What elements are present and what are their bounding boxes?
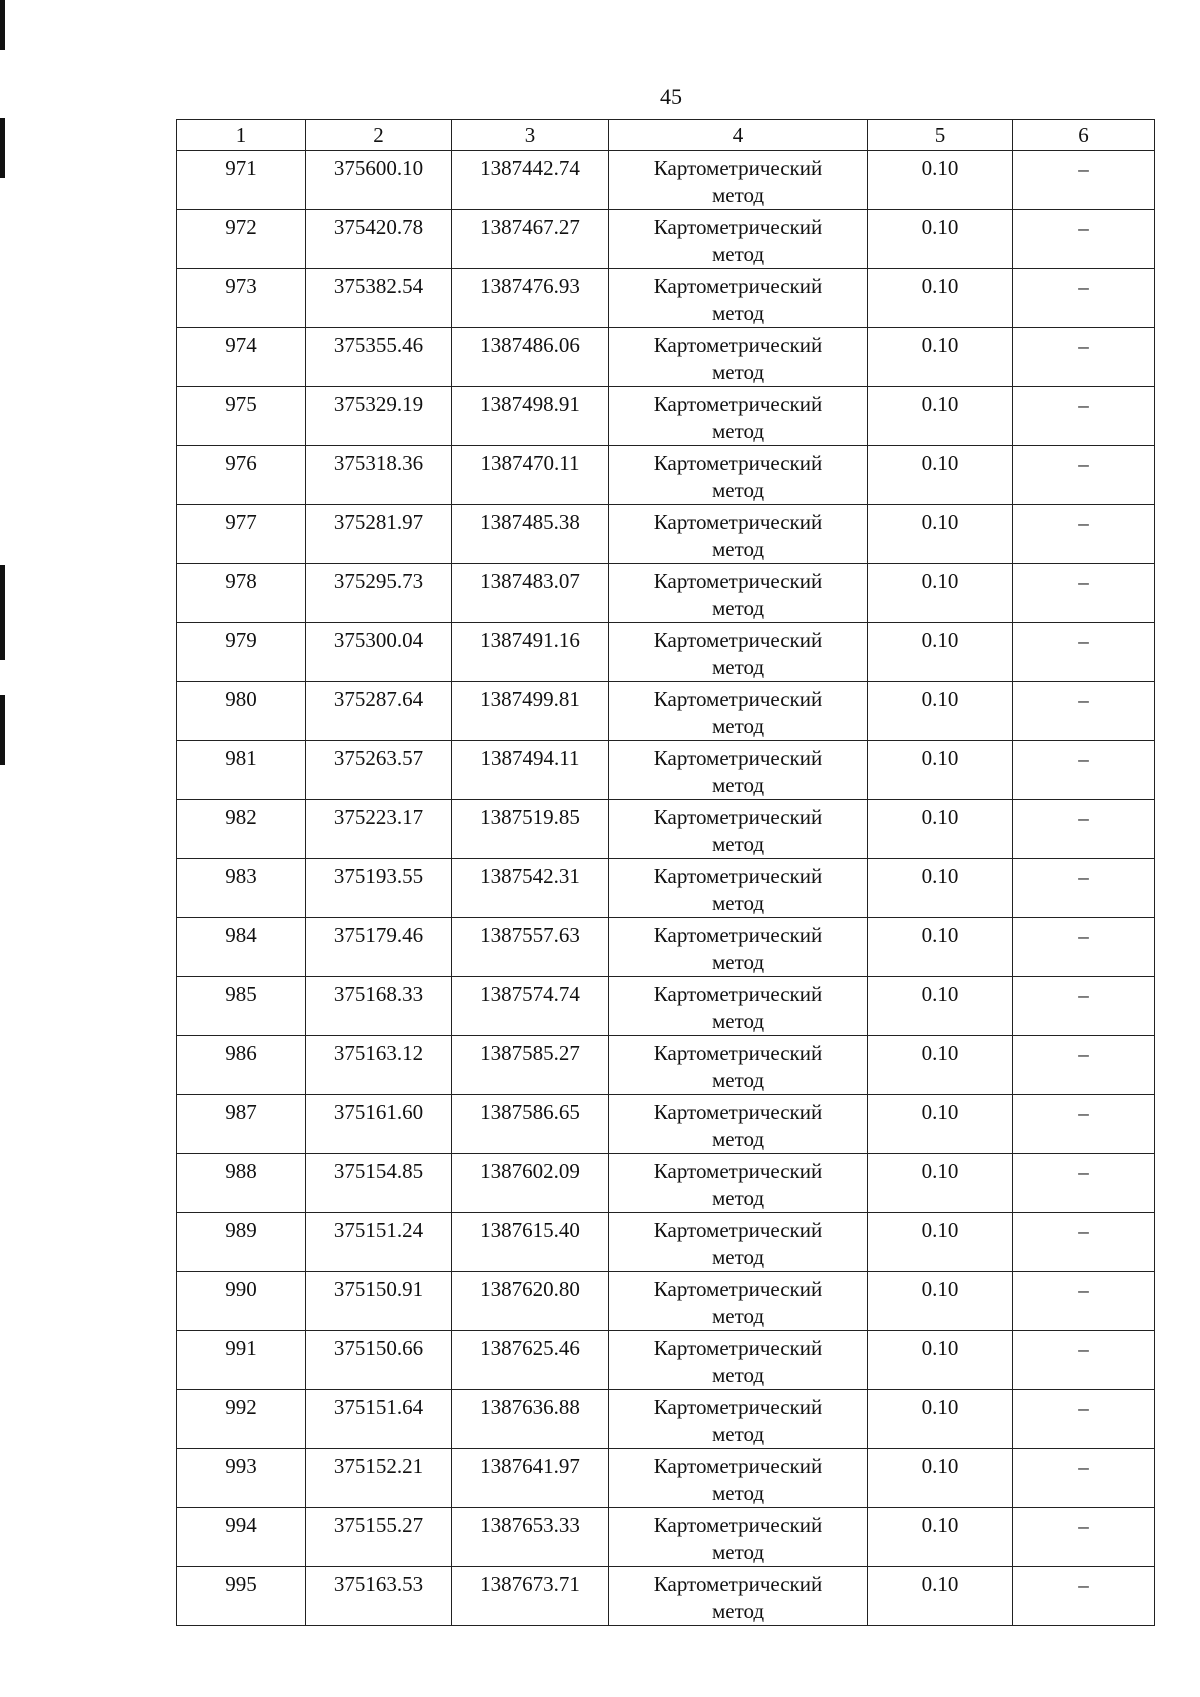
x-coordinate-cell: 375151.24 [306,1213,452,1272]
table-row [177,800,1155,859]
x-coordinate-cell: 375152.21 [306,1449,452,1508]
y-coordinate-cell: 1387494.11 [452,741,609,800]
method-cell [609,1095,868,1154]
method-line: Картометрический [653,451,823,475]
point-number-cell: 977 [177,505,306,564]
method-line: метод [711,478,765,502]
y-coordinate-cell: 1387602.09 [452,1154,609,1213]
table-row [177,151,1155,210]
method-line: Картометрический [653,274,823,298]
table-row [177,1272,1155,1331]
table-header-row [177,120,1155,151]
x-coordinate-cell: 375168.33 [306,977,452,1036]
point-number-cell: 995 [177,1567,306,1626]
accuracy-cell: 0.10 [868,387,1013,446]
column-header: 6 [1013,120,1155,151]
table-row [177,505,1155,564]
note-cell [1013,741,1155,800]
x-coordinate-cell: 375155.27 [306,1508,452,1567]
accuracy-cell: 0.10 [868,1154,1013,1213]
scan-edge-mark [0,695,5,765]
x-coordinate-cell: 375161.60 [306,1095,452,1154]
note-cell [1013,151,1155,210]
method-cell [609,210,868,269]
method-line: Картометрический [653,156,823,180]
x-coordinate-cell: 375179.46 [306,918,452,977]
note-cell [1013,1567,1155,1626]
y-coordinate-cell: 1387519.85 [452,800,609,859]
table-row [177,1567,1155,1626]
method-line: метод [711,1540,765,1564]
y-coordinate-cell: 1387557.63 [452,918,609,977]
x-coordinate-cell: 375151.64 [306,1390,452,1449]
table-row [177,1095,1155,1154]
x-coordinate-cell: 375154.85 [306,1154,452,1213]
method-line: метод [711,242,765,266]
page-number: 45 [660,84,682,109]
method-line: метод [711,891,765,915]
point-number-cell: 978 [177,564,306,623]
y-coordinate-cell: 1387625.46 [452,1331,609,1390]
note-value: – [1078,924,1089,948]
y-coordinate-cell: 1387542.31 [452,859,609,918]
note-value: – [1078,275,1089,299]
method-line: Картометрический [653,1572,823,1596]
method-line: метод [711,773,765,797]
method-cell [609,1272,868,1331]
method-line: метод [711,655,765,679]
note-cell [1013,1508,1155,1567]
accuracy-cell: 0.10 [868,1036,1013,1095]
scan-edge-mark [0,118,5,178]
accuracy-cell: 0.10 [868,1567,1013,1626]
method-line: Картометрический [653,1395,823,1419]
table-row [177,387,1155,446]
method-line: метод [711,950,765,974]
y-coordinate-cell: 1387636.88 [452,1390,609,1449]
method-line: Картометрический [653,1336,823,1360]
point-number-cell: 971 [177,151,306,210]
note-cell [1013,1213,1155,1272]
method-cell [609,1567,868,1626]
accuracy-cell: 0.10 [868,682,1013,741]
method-line: Картометрический [653,1454,823,1478]
x-coordinate-cell: 375193.55 [306,859,452,918]
method-cell [609,1508,868,1567]
x-coordinate-cell: 375150.66 [306,1331,452,1390]
method-line: метод [711,1599,765,1623]
y-coordinate-cell: 1387470.11 [452,446,609,505]
method-line: метод [711,419,765,443]
accuracy-cell: 0.10 [868,918,1013,977]
method-line: метод [711,1481,765,1505]
x-coordinate-cell: 375281.97 [306,505,452,564]
note-cell [1013,1390,1155,1449]
note-value: – [1078,983,1089,1007]
accuracy-cell: 0.10 [868,1095,1013,1154]
note-cell [1013,682,1155,741]
method-line: Картометрический [653,510,823,534]
accuracy-cell: 0.10 [868,977,1013,1036]
method-line: Картометрический [653,215,823,239]
point-number-cell: 976 [177,446,306,505]
table-row [177,623,1155,682]
method-line: метод [711,714,765,738]
point-number-cell: 973 [177,269,306,328]
point-number-cell: 986 [177,1036,306,1095]
method-cell [609,741,868,800]
note-value: – [1078,1042,1089,1066]
y-coordinate-cell: 1387491.16 [452,623,609,682]
point-number-cell: 982 [177,800,306,859]
method-cell [609,682,868,741]
point-number-cell: 990 [177,1272,306,1331]
method-cell [609,800,868,859]
y-coordinate-cell: 1387586.65 [452,1095,609,1154]
method-line: метод [711,1009,765,1033]
method-line: Картометрический [653,1159,823,1183]
point-number-cell: 979 [177,623,306,682]
accuracy-cell: 0.10 [868,328,1013,387]
accuracy-cell: 0.10 [868,1213,1013,1272]
method-line: метод [711,301,765,325]
x-coordinate-cell: 375355.46 [306,328,452,387]
method-line: метод [711,832,765,856]
method-line: Картометрический [653,864,823,888]
method-line: метод [711,1127,765,1151]
note-value: – [1078,511,1089,535]
y-coordinate-cell: 1387585.27 [452,1036,609,1095]
note-cell [1013,269,1155,328]
point-number-cell: 980 [177,682,306,741]
table-row [177,741,1155,800]
table-body [177,151,1155,1626]
column-header: 3 [452,120,609,151]
x-coordinate-cell: 375420.78 [306,210,452,269]
y-coordinate-cell: 1387499.81 [452,682,609,741]
note-cell [1013,1154,1155,1213]
table-row [177,1331,1155,1390]
accuracy-cell: 0.10 [868,1449,1013,1508]
y-coordinate-cell: 1387641.97 [452,1449,609,1508]
x-coordinate-cell: 375329.19 [306,387,452,446]
method-cell [609,446,868,505]
note-value: – [1078,1278,1089,1302]
note-cell [1013,210,1155,269]
y-coordinate-cell: 1387485.38 [452,505,609,564]
y-coordinate-cell: 1387442.74 [452,151,609,210]
method-cell [609,269,868,328]
method-line: Картометрический [653,1100,823,1124]
table-row [177,446,1155,505]
point-number-cell: 989 [177,1213,306,1272]
table-row [177,564,1155,623]
method-line: метод [711,1363,765,1387]
note-value: – [1078,157,1089,181]
point-number-cell: 975 [177,387,306,446]
accuracy-cell: 0.10 [868,1390,1013,1449]
note-value: – [1078,393,1089,417]
y-coordinate-cell: 1387486.06 [452,328,609,387]
method-line: метод [711,360,765,384]
method-line: метод [711,596,765,620]
accuracy-cell: 0.10 [868,1508,1013,1567]
method-line: метод [711,1245,765,1269]
note-value: – [1078,1573,1089,1597]
method-cell [609,328,868,387]
point-number-cell: 984 [177,918,306,977]
table-row [177,1390,1155,1449]
note-value: – [1078,806,1089,830]
note-cell [1013,505,1155,564]
method-cell [609,1036,868,1095]
y-coordinate-cell: 1387653.33 [452,1508,609,1567]
note-value: – [1078,452,1089,476]
accuracy-cell: 0.10 [868,151,1013,210]
note-cell [1013,1272,1155,1331]
x-coordinate-cell: 375223.17 [306,800,452,859]
y-coordinate-cell: 1387673.71 [452,1567,609,1626]
method-line: метод [711,183,765,207]
method-cell [609,977,868,1036]
method-line: метод [711,1304,765,1328]
y-coordinate-cell: 1387498.91 [452,387,609,446]
note-cell [1013,800,1155,859]
method-cell [609,623,868,682]
method-cell [609,1213,868,1272]
x-coordinate-cell: 375150.91 [306,1272,452,1331]
point-number-cell: 994 [177,1508,306,1567]
note-cell [1013,387,1155,446]
table-row [177,210,1155,269]
x-coordinate-cell: 375318.36 [306,446,452,505]
table-row [177,269,1155,328]
accuracy-cell: 0.10 [868,505,1013,564]
column-header: 1 [177,120,306,151]
method-line: Картометрический [653,982,823,1006]
method-line: Картометрический [653,1277,823,1301]
note-value: – [1078,216,1089,240]
table-row [177,859,1155,918]
method-line: Картометрический [653,746,823,770]
accuracy-cell: 0.10 [868,1331,1013,1390]
y-coordinate-cell: 1387615.40 [452,1213,609,1272]
point-number-cell: 972 [177,210,306,269]
note-cell [1013,918,1155,977]
point-number-cell: 974 [177,328,306,387]
y-coordinate-cell: 1387483.07 [452,564,609,623]
accuracy-cell: 0.10 [868,269,1013,328]
accuracy-cell: 0.10 [868,623,1013,682]
note-value: – [1078,1455,1089,1479]
method-line: Картометрический [653,333,823,357]
note-cell [1013,623,1155,682]
accuracy-cell: 0.10 [868,800,1013,859]
table-row [177,1449,1155,1508]
method-line: метод [711,1068,765,1092]
method-line: Картометрический [653,569,823,593]
x-coordinate-cell: 375163.12 [306,1036,452,1095]
note-value: – [1078,570,1089,594]
x-coordinate-cell: 375382.54 [306,269,452,328]
note-cell [1013,977,1155,1036]
method-cell [609,918,868,977]
x-coordinate-cell: 375300.04 [306,623,452,682]
x-coordinate-cell: 375163.53 [306,1567,452,1626]
point-number-cell: 987 [177,1095,306,1154]
point-number-cell: 991 [177,1331,306,1390]
note-cell [1013,328,1155,387]
column-header: 5 [868,120,1013,151]
x-coordinate-cell: 375263.57 [306,741,452,800]
point-number-cell: 988 [177,1154,306,1213]
coordinates-table [176,119,1155,1626]
scan-edge-mark [0,565,5,660]
method-line: метод [711,1186,765,1210]
point-number-cell: 985 [177,977,306,1036]
note-value: – [1078,1396,1089,1420]
note-value: – [1078,629,1089,653]
accuracy-cell: 0.10 [868,446,1013,505]
x-coordinate-cell: 375287.64 [306,682,452,741]
note-cell [1013,564,1155,623]
note-cell [1013,1449,1155,1508]
column-header: 2 [306,120,452,151]
table-row [177,1213,1155,1272]
method-cell [609,387,868,446]
table-row [177,328,1155,387]
method-cell [609,564,868,623]
method-line: Картометрический [653,392,823,416]
method-line: Картометрический [653,687,823,711]
note-value: – [1078,334,1089,358]
note-cell [1013,1095,1155,1154]
method-cell [609,1154,868,1213]
x-coordinate-cell: 375295.73 [306,564,452,623]
accuracy-cell: 0.10 [868,210,1013,269]
accuracy-cell: 0.10 [868,564,1013,623]
method-line: метод [711,1422,765,1446]
note-value: – [1078,688,1089,712]
point-number-cell: 992 [177,1390,306,1449]
y-coordinate-cell: 1387620.80 [452,1272,609,1331]
table-row [177,1508,1155,1567]
point-number-cell: 993 [177,1449,306,1508]
note-value: – [1078,865,1089,889]
method-line: Картометрический [653,805,823,829]
table-row [177,682,1155,741]
method-cell [609,1390,868,1449]
note-cell [1013,1331,1155,1390]
table-row [177,1036,1155,1095]
accuracy-cell: 0.10 [868,741,1013,800]
note-value: – [1078,1101,1089,1125]
y-coordinate-cell: 1387476.93 [452,269,609,328]
table-row [177,918,1155,977]
point-number-cell: 981 [177,741,306,800]
method-cell [609,505,868,564]
method-line: Картометрический [653,923,823,947]
y-coordinate-cell: 1387574.74 [452,977,609,1036]
method-line: Картометрический [653,1218,823,1242]
method-line: Картометрический [653,628,823,652]
accuracy-cell: 0.10 [868,859,1013,918]
point-number-cell: 983 [177,859,306,918]
note-value: – [1078,1337,1089,1361]
note-value: – [1078,747,1089,771]
table-row [177,1154,1155,1213]
note-value: – [1078,1160,1089,1184]
scan-edge-mark [0,0,5,50]
table-row [177,977,1155,1036]
note-value: – [1078,1514,1089,1538]
column-header: 4 [609,120,868,151]
note-cell [1013,859,1155,918]
method-line: Картометрический [653,1041,823,1065]
accuracy-cell: 0.10 [868,1272,1013,1331]
method-cell [609,151,868,210]
method-line: Картометрический [653,1513,823,1537]
note-cell [1013,1036,1155,1095]
method-cell [609,1449,868,1508]
x-coordinate-cell: 375600.10 [306,151,452,210]
note-cell [1013,446,1155,505]
method-cell [609,1331,868,1390]
method-line: метод [711,537,765,561]
method-cell [609,859,868,918]
note-value: – [1078,1219,1089,1243]
y-coordinate-cell: 1387467.27 [452,210,609,269]
